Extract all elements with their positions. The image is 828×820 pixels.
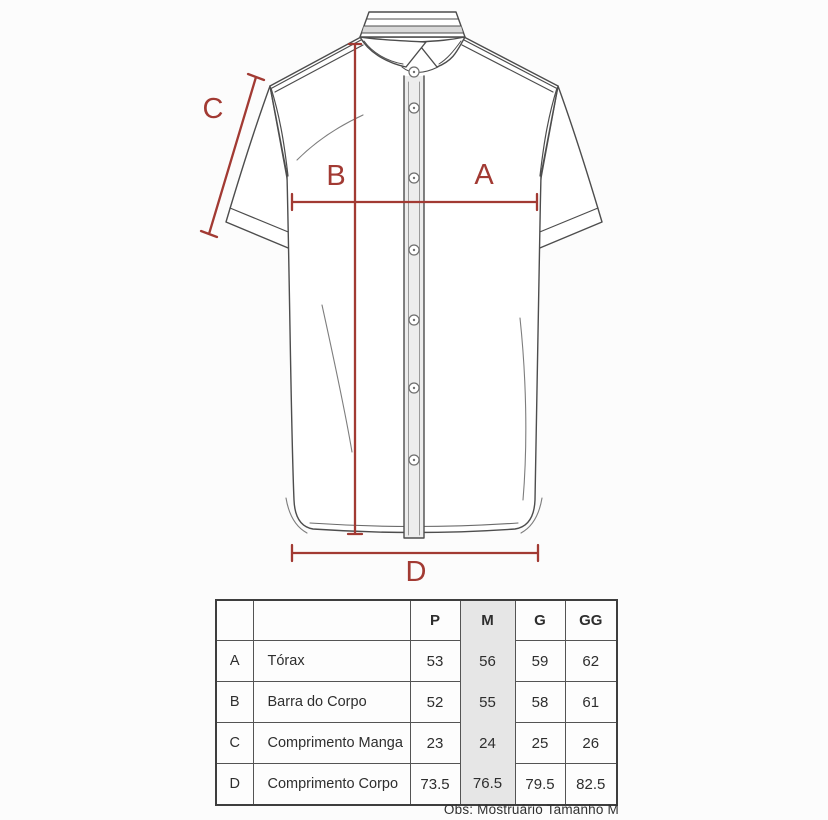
value-gg: 62 (565, 641, 617, 682)
header-size-g: G (515, 600, 565, 641)
table-row-barra-do-corpo (216, 682, 617, 723)
row-measure-name: Barra do Corpo (253, 682, 410, 723)
value-p: 52 (410, 682, 460, 723)
value-gg: 61 (565, 682, 617, 723)
button (409, 173, 419, 183)
value-p: 73.5 (410, 764, 460, 806)
value-g: 25 (515, 723, 565, 764)
table-row-comprimento-manga (216, 723, 617, 764)
size-table-header-row (216, 600, 617, 641)
row-letter: D (216, 764, 253, 806)
value-m: 24 (460, 723, 515, 764)
button-placket (404, 76, 424, 538)
header-size-gg: GG (565, 600, 617, 641)
row-letter: B (216, 682, 253, 723)
row-letter: C (216, 723, 253, 764)
header-size-p: P (410, 600, 460, 641)
table-row-torax (216, 641, 617, 682)
row-measure-name: Comprimento Corpo (253, 764, 410, 806)
collar-button (409, 67, 419, 77)
value-m: 76.5 (460, 764, 515, 806)
button (409, 455, 419, 465)
value-g: 59 (515, 641, 565, 682)
value-g: 79.5 (515, 764, 565, 806)
row-measure-name: Comprimento Manga (253, 723, 410, 764)
sample-size-note: Obs: Mostruário Tamanho M (443, 802, 619, 817)
button (409, 245, 419, 255)
value-m: 56 (460, 641, 515, 682)
value-g: 58 (515, 682, 565, 723)
measure-label-b: B (326, 160, 346, 192)
header-empty-name-cell (253, 600, 410, 641)
button (409, 315, 419, 325)
row-letter: A (216, 641, 253, 682)
value-p: 53 (410, 641, 460, 682)
value-m: 55 (460, 682, 515, 723)
row-measure-name: Tórax (253, 641, 410, 682)
value-gg: 26 (565, 723, 617, 764)
header-empty-letter-cell (216, 600, 253, 641)
measure-label-a: A (474, 159, 494, 191)
table-row-comprimento-corpo (216, 764, 617, 806)
button (409, 383, 419, 393)
button (409, 103, 419, 113)
value-p: 23 (410, 723, 460, 764)
measure-label-c: C (202, 93, 224, 125)
value-gg: 82.5 (565, 764, 617, 806)
size-table (215, 599, 618, 806)
header-size-m: M (460, 600, 515, 641)
measure-label-d: D (405, 556, 427, 588)
